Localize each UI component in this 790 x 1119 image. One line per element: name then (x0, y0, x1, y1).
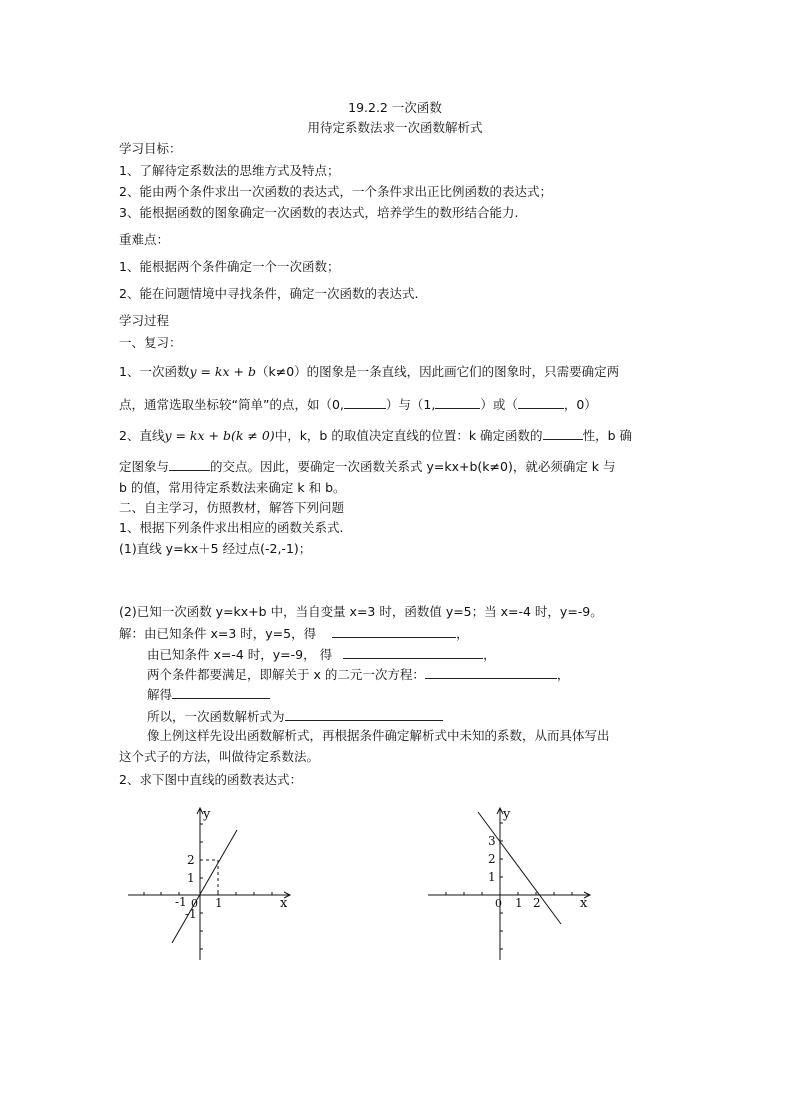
fill-blank[interactable] (518, 396, 564, 409)
function-line (172, 830, 237, 943)
x-axis-label: x (280, 896, 288, 911)
goal-item: 2、能由两个条件求出一次函数的表达式，一个条件求出正比例函数的表达式； (119, 184, 552, 199)
solution-step-3: 两个条件都要满足，即解关于 x 的二元一次方程： ， (147, 667, 570, 682)
definition-line-1: 像上例这样先设出函数解析式，再根据条件确定解析式中未知的系数，从而具体写出 (147, 728, 610, 743)
fill-blank[interactable] (169, 458, 210, 471)
solution-step-4: 解得 (147, 686, 270, 703)
answer-blank[interactable] (285, 708, 443, 721)
page-subtitle: 用待定系数法求一次函数解析式 (307, 120, 483, 135)
formula: y = kx + b (189, 364, 256, 379)
origin-label: 0 (495, 897, 502, 910)
tick-label: 2 (187, 853, 195, 867)
self-study-heading: 二、自主学习，仿照教材，解答下列问题 (119, 500, 345, 515)
fill-blank[interactable] (344, 396, 386, 409)
review-item-1-line-2: 点，通常选取坐标较“简单”的点，如（0, ）与（1, ）或（ ，0） (119, 397, 597, 412)
review-item-2-line-1: 2、直线y = kx + b(k ≠ 0)中，k，b 的取值决定直线的位置：k 确定函数的 性，b 确 (119, 428, 632, 443)
goals-heading: 学习目标： (119, 141, 182, 156)
tick-label: 1 (215, 896, 223, 910)
formula: y = kx + b(k ≠ 0) (164, 428, 275, 443)
key-item: 2、能在问题情境中寻找条件，确定一次函数的表达式. (119, 286, 419, 301)
fill-blank[interactable] (435, 396, 480, 409)
review-item-1-line-1: 1、一次函数y = kx + b（k≠0）的图象是一条直线，因此画它们的图象时，只需要确定两 (119, 364, 620, 379)
y-axis-label: y (503, 807, 511, 822)
goal-item: 3、能根据函数的图象确定一次函数的表达式，培养学生的数形结合能力. (119, 205, 519, 220)
definition-line-2: 这个式子的方法，叫做待定系数法。 (119, 749, 320, 764)
answer-blank[interactable] (425, 666, 557, 679)
review-heading: 一、复习： (119, 335, 182, 350)
review-item-2-line-2: 定图象与 的交点。因此，要确定一次函数关系式 y=kx+b(k≠0)，就必须确定 k 与 (119, 459, 616, 474)
goal-item: 1、了解待定系数法的思维方式及特点； (119, 163, 340, 178)
graph-1 (120, 800, 300, 970)
tick-label: 1 (187, 871, 195, 885)
answer-blank[interactable] (343, 646, 483, 659)
question-2: 2、求下图中直线的函数表达式： (119, 772, 302, 787)
answer-blank[interactable] (172, 686, 270, 699)
y-axis-label: y (203, 807, 211, 822)
key-item: 1、能根据两个条件确定一个一次函数； (119, 259, 340, 274)
tick-label: -1 (185, 907, 197, 921)
question-1-1: (1)直线 y=kx＋5 经过点(-2,-1)； (119, 541, 312, 556)
x-axis-label: x (580, 896, 588, 911)
review-item-2-line-3: b 的值，常用待定系数法来确定 k 和 b。 (119, 480, 346, 495)
solution-step-2: 由已知条件 x=-4 时，y=-9， 得 ， (147, 647, 496, 662)
fill-blank[interactable] (543, 427, 583, 440)
tick-label: 1 (488, 870, 496, 884)
solution-step-5: 所以，一次函数解析式为 (147, 708, 443, 725)
tick-label: 2 (533, 896, 541, 910)
origin-label: 0 (191, 897, 198, 910)
process-heading: 学习过程 (119, 313, 170, 328)
question-1-2: (2)已知一次函数 y=kx+b 中，当自变量 x=3 时，函数值 y=5；当 x=-4 时，y=-9。 (119, 604, 603, 619)
question-1: 1、根据下列条件求出相应的函数关系式. (119, 520, 344, 535)
section-title: 19.2.2 一次函数 (348, 100, 442, 115)
tick-label: 1 (515, 896, 523, 910)
answer-blank[interactable] (332, 625, 456, 638)
tick-label: 2 (488, 852, 496, 866)
tick-label: -1 (175, 895, 187, 909)
graph-2 (420, 800, 610, 970)
solution-step-1: 解：由已知条件 x=3 时，y=5，得 ， (119, 626, 469, 641)
tick-label: 3 (488, 834, 496, 848)
key-heading: 重难点： (119, 232, 170, 247)
